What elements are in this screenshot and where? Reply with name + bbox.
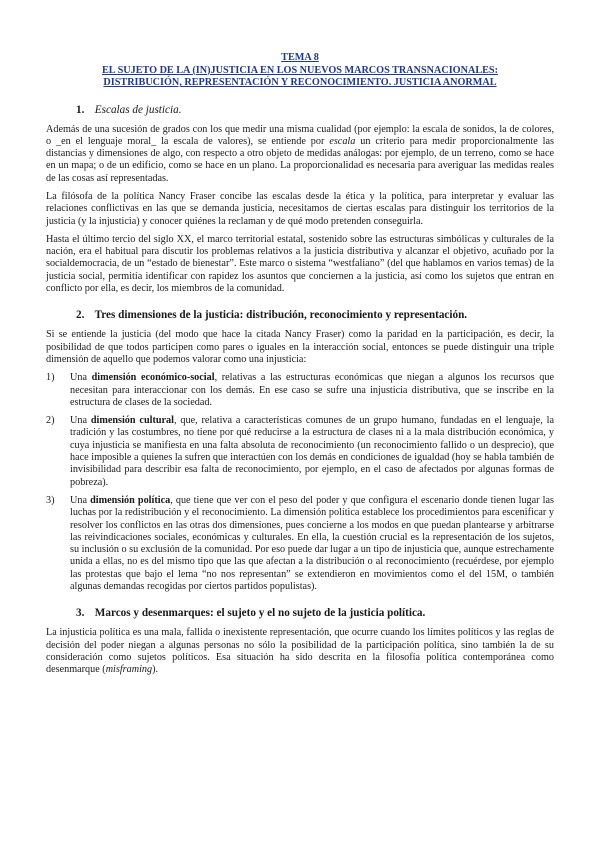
document-header: [46, 52, 554, 90]
section-2-intro: Si se entiende la justicia (del modo que hace la citada Nancy Fraser) como la paridad en la participación, es decir, la posibilidad de que todos participen como pares o iguales en la interacción social, entonces se puede distinguir una triple dimensión de aquello que podemos valorar como una injusticia:: [46, 329, 554, 365]
section-2-title: Tres dimensiones de la justicia: distribución, reconocimiento y representación.: [94, 309, 468, 322]
list-item: 2) Una dimensión cultural, que, relativa a características comunes de un grupo humano, fundadas en el lenguaje, la tradición y las costumbres, no tiene por qué reducirse a la estructura de clases ni a la mala distribución económica, y cuya injusticia se manifiesta en una falta absoluta de reconocimiento (un reconocimiento fallido o un desprecio), que hace imposible a quienes la sufren que interactúen con los demás en condiciones de igualdad (hoy se habla también de invisibilidad para describir esa falta de reconocimiento, por ejemplo, en el caso de afectados por algunas formas de pobreza).: [46, 415, 554, 488]
section-1-paragraph-2: La filósofa de la política Nancy Fraser concibe las escalas desde la ética y la política, para interpretar y evaluar las relaciones conflictivas en las que se demanda justicia, necesitamos de ciertas escalas para distinguir los territorios de la justicia (y la injusticia) y conocer quiénes la reclaman y de qué modo pretenden conseguirla.: [46, 190, 554, 227]
document-title-line-2: DISTRIBUCIÓN, REPRESENTACIÓN Y RECONOCIMIENTO. JUSTICIA ANORMAL: [103, 77, 497, 88]
section-1-paragraph-3: Hasta el último tercio del siglo XX, el marco territorial estatal, sostenido sobre las estructuras simbólicas y culturales de la nación, era el habitual para discutir los problemas relativos a la justicia distributiva y alcanzar el objetivo, acuñado por la socialdemocracia, de un “estado de bienestar”. Este marco o sistema “westfaliano” (del que hablamos en varios temas) de la justicia social, permitía identificar con rapidez los asuntos que conciernen a la justicia, así como los sujetos que entran en conflicto por ella, es decir, los miembros de la comunidad.: [46, 233, 554, 295]
emphasis-misframing: misframing: [105, 664, 153, 676]
list-item: 3) Una dimensión política, que tiene que ver con el peso del poder y que configura el escenario donde tienen lugar las luchas por la redistribución y el reconocimiento. La dimensión política establece los procedimientos para escenificar y resolver los conflictos en las otras dos dimensiones, pues concierne a los modos en que puedan plantearse y arbitrarse las reivindicaciones sociales, económicas y culturales. En ella, la cuestión crucial es la representación de los sujetos, su inclusión o su exclusión de la comunidad. Por eso puede dar lugar a un tipo de injusticia que, aunque estrechamente unida a ellas, no es del mismo tipo que las que afectan a la distribución o al reconocimiento (recuérdese, por ejemplo las protestas que bajo el lema “no nos representan” se extendieron en movimientos como el del 15M, o también algunas demandas recogidas por ciertos partidos populistas).: [46, 494, 554, 592]
section-1-heading: [76, 104, 554, 116]
section-3-title: Marcos y desenmarques: el sujeto y el no sujeto de la justicia política.: [94, 607, 426, 620]
section-1-title: Escalas de justicia.: [94, 103, 182, 116]
topic-number: TEMA 8: [281, 52, 319, 63]
dimensions-list: [46, 372, 554, 593]
term-political: dimensión política: [90, 494, 171, 506]
section-3-heading: [76, 607, 554, 619]
section-3-paragraph-1: La injusticia política es una mala, fallida o inexistente representación, que ocurre cuando los límites políticos y las reglas de decisión del poder niegan a algunas personas no sólo la posibilidad de la participación política, sino también la de su consideración como sujetos políticos. Esa situación ha sido descrita en la filosofía política contemporánea como desenmarque (misframing).: [46, 627, 554, 676]
term-cultural: dimensión cultural: [90, 415, 174, 427]
list-marker: 3): [46, 494, 55, 506]
emphasis-escala: escala: [329, 135, 356, 147]
section-1-paragraph-1: Además de una sucesión de grados con los que medir una misma cualidad (por ejemplo: la escala de sonidos, la de colores, o _en el lenguaje moral_ la escala de valores), se entiende por escala un criterio para medir proporcionalmente las distancias y dimensiones de algo, con respecto a otro objeto de medidas análogas: por ejemplo, de un terreno, como se hace en un mapa; o de un edificio, como se hace en un plano. La proporcionalidad es necesaria para averiguar las medidas reales de las cosas así representadas.: [46, 123, 554, 184]
section-1-number: 1.: [76, 103, 85, 116]
list-item: 1) Una dimensión económico-social, relativas a las estructuras económicas que niegan a algunos los recursos que necesitan para interaccionar con los demás. En ese caso se sufre una injusticia distributiva, que se inscribe en la estructura de clases de la sociedad.: [46, 372, 555, 408]
list-marker: 1): [46, 372, 55, 384]
term-economic-social: dimensión económico-social: [91, 372, 215, 384]
section-2-number: 2.: [76, 309, 85, 322]
list-marker: 2): [46, 415, 55, 427]
section-3-number: 3.: [76, 607, 85, 620]
section-2-heading: [76, 309, 554, 321]
document-title-line-1: EL SUJETO DE LA (IN)JUSTICIA EN LOS NUEVOS MARCOS TRANSNACIONALES:: [102, 64, 498, 76]
